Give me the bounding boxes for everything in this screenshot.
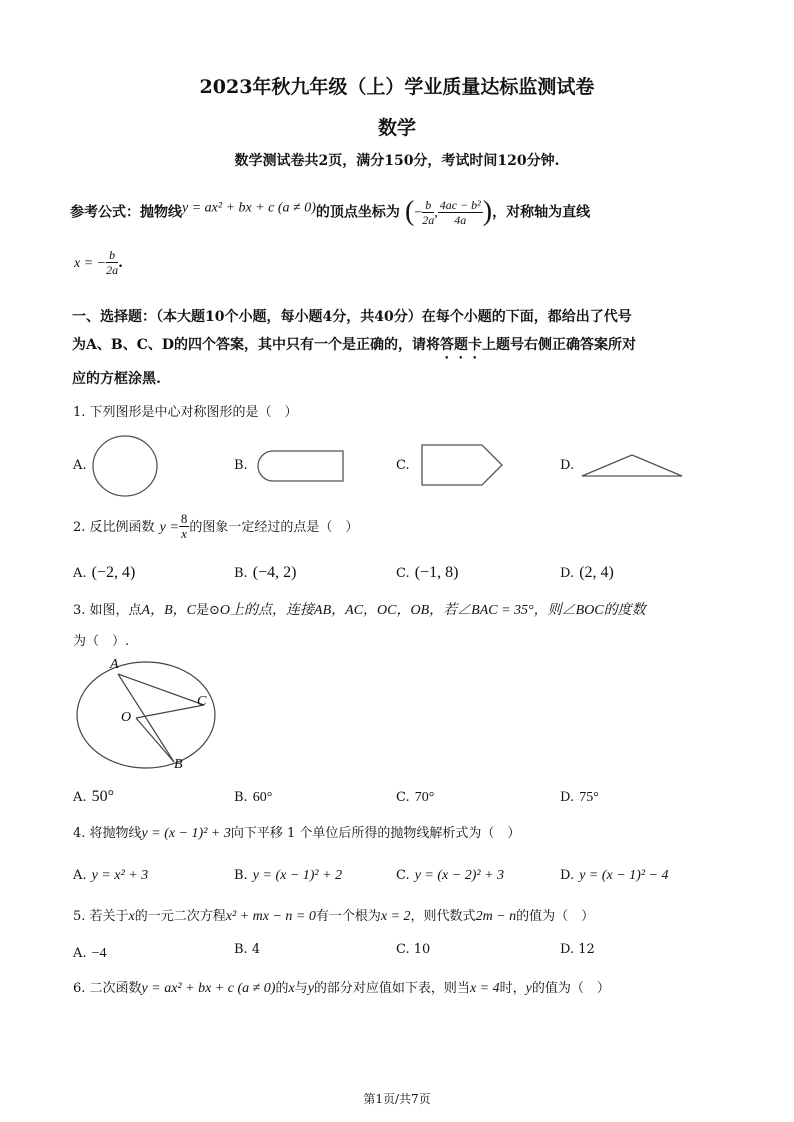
- q3-a-value: 50°: [91, 788, 115, 805]
- q5-a-label: A.: [73, 946, 87, 961]
- q5-e: 的值为（ ）: [516, 909, 595, 924]
- section1-line2: [72, 334, 636, 362]
- q2-frac: [179, 512, 190, 541]
- q4-d-label: D.: [560, 868, 575, 883]
- q5-x: x: [128, 909, 135, 924]
- q2-option-a: [73, 562, 135, 582]
- vertex-x-num: b: [422, 198, 434, 213]
- q5-c: 有一个根为: [315, 909, 381, 924]
- q5-b: 的一元二次方程: [134, 909, 226, 924]
- q2-eq: y =: [159, 520, 179, 535]
- q4-num: 4. 将抛物线: [73, 826, 142, 841]
- q1-rounded-rect-figure: [255, 448, 347, 484]
- q5-option-b: B. 4: [234, 942, 261, 957]
- formula-axis-label: ，对称轴为直线: [492, 204, 591, 221]
- q3-option-c: [396, 786, 434, 806]
- circle-symbol-icon: ⊙: [209, 603, 220, 618]
- q1-option-b-label: B.: [234, 458, 248, 473]
- q6-stem: [73, 977, 610, 997]
- q3-d: ，若∠BAC = 35°，则∠BOC的度数: [429, 603, 646, 618]
- formula-parabola: y = ax² + bx + c (a ≠ 0): [182, 200, 316, 216]
- q3-stem-line2: 为（ ）.: [73, 634, 130, 649]
- axis-num: b: [106, 248, 118, 263]
- q4-option-c: [396, 864, 504, 884]
- q2-option-c: [396, 562, 458, 582]
- q2-b-label: B.: [234, 566, 248, 581]
- comma: ,: [434, 205, 438, 221]
- formula-lead: 参考公式：抛物线: [70, 204, 182, 221]
- q5-option-a: [73, 942, 107, 962]
- s1-l2-b: 上题号右侧正确答案所对: [481, 337, 636, 353]
- q6-f: 的值为（ ）: [531, 981, 610, 996]
- q3-points: A，B，C: [141, 603, 196, 618]
- q5-option-c: C. 10: [396, 942, 431, 957]
- q1-triangle-figure: [580, 452, 686, 480]
- q4-option-b: [234, 864, 342, 884]
- q4-b-value: y = (x − 1)² + 2: [252, 868, 343, 883]
- q2-d-value: (2, 4): [579, 564, 614, 581]
- q3-d-label: D.: [560, 790, 575, 805]
- vertex-x-den: 2a: [422, 212, 435, 227]
- page-footer: 第1页/共7页: [363, 1092, 431, 1106]
- q4-d-value: y = (x − 1)² − 4: [579, 868, 669, 883]
- q5-root: x = 2: [380, 909, 411, 924]
- vertex-x-frac: [422, 198, 434, 227]
- section1-line1: 一、选择题：（本大题10个小题，每小题4分，共40分）在每个小题的下面，都给出了代号: [72, 309, 632, 325]
- q4-tail: 向下平移 1 个单位后所得的抛物线解析式为（ ）: [230, 826, 521, 841]
- axis-end: .: [118, 255, 123, 271]
- q1-pentagon-figure: [420, 443, 504, 488]
- q3-segments: AB，AC，OC，OB: [314, 603, 430, 618]
- q2-num: 2. 反比例函数: [73, 520, 155, 535]
- q6-a: 6. 二次函数: [73, 981, 142, 996]
- q3-option-d: [560, 786, 599, 806]
- q6-eq: y = ax² + bx + c (a ≠ 0): [141, 981, 276, 996]
- q3-c: O上的点，连接: [219, 603, 315, 618]
- formula-vertex-label: 的顶点坐标为: [315, 204, 400, 221]
- q4-a-label: A.: [73, 868, 87, 883]
- q6-y: y: [307, 981, 314, 996]
- s1-l2-a: 为A、B、C、D的四个答案，其中只有一个是正确的，请将: [72, 337, 440, 353]
- minus-sign: −: [414, 205, 423, 221]
- q1-option-d-label: D.: [560, 458, 575, 473]
- q3-d-value: 75°: [579, 790, 599, 805]
- q2-a-value: (−2, 4): [91, 564, 136, 581]
- q6-c: 与: [294, 981, 308, 996]
- q4-option-a: [73, 864, 148, 884]
- q2-c-value: (−1, 8): [414, 564, 459, 581]
- q4-c-value: y = (x − 2)² + 3: [414, 868, 505, 883]
- q4-a-value: y = x² + 3: [91, 868, 149, 883]
- vertex-y-num: 4ac − b²: [439, 197, 481, 212]
- axis-lhs: x = −: [74, 256, 107, 271]
- q5-a: 5. 若关于: [73, 909, 129, 924]
- q5-option-d: D. 12: [560, 942, 595, 957]
- paren-open: (: [405, 196, 415, 227]
- q3-b: 是: [196, 603, 210, 618]
- q3-a-label: A.: [73, 790, 87, 805]
- q2-tail: 的图象一定经过的点是（ ）: [189, 520, 359, 535]
- q1-option-c-label: C.: [396, 458, 410, 473]
- q3-circle-diagram: [70, 660, 230, 775]
- q4-eq: y = (x − 1)² + 3: [141, 826, 231, 841]
- q2-a-label: A.: [73, 566, 87, 581]
- q3-option-a: [73, 786, 114, 806]
- q5-eq: x² + mx − n = 0: [225, 909, 316, 924]
- formula-line: [70, 196, 590, 228]
- q2-b-value: (−4, 2): [252, 564, 297, 581]
- q5-expr: 2m − n: [475, 909, 517, 924]
- vertex-y-den: 4a: [454, 212, 467, 227]
- q5-d: ，则代数式: [410, 909, 476, 924]
- q4-option-d: [560, 864, 668, 884]
- axis-formula: [74, 248, 123, 277]
- subject-title: 数学: [377, 117, 416, 139]
- q2-d-label: D.: [560, 566, 575, 581]
- q6-y2: y: [525, 981, 532, 996]
- q4-stem: [73, 822, 520, 842]
- paren-close: ): [482, 196, 493, 227]
- section1-line3: 应的方框涂黑.: [72, 371, 161, 387]
- axis-frac: [106, 248, 118, 277]
- q3-c-value: 70°: [414, 790, 435, 805]
- q6-cond: x = 4: [469, 981, 500, 996]
- axis-den: 2a: [106, 263, 119, 277]
- q6-e: 时，: [499, 981, 526, 996]
- q2-c-label: C.: [396, 566, 410, 581]
- q3-c-label: C.: [396, 790, 410, 805]
- q6-d: 的部分对应值如下表，则当: [313, 981, 470, 996]
- diagram-label-b: B: [174, 757, 183, 772]
- diagram-label-a: A: [110, 657, 119, 672]
- q3-b-value: 60°: [252, 790, 273, 805]
- exam-note: 数学测试卷共2页，满分150分，考试时间120分钟.: [234, 153, 560, 169]
- q2-stem: [73, 512, 358, 541]
- q4-c-label: C.: [396, 868, 410, 883]
- q4-b-label: B.: [234, 868, 248, 883]
- vertex-y-frac: [438, 198, 483, 227]
- diagram-label-c: C: [197, 694, 207, 709]
- q6-b: 的: [275, 981, 289, 996]
- q2-option-b: [234, 562, 296, 582]
- q5-stem: [73, 905, 594, 925]
- q3-option-b: [234, 786, 272, 806]
- q2-option-d: [560, 562, 614, 582]
- q3-stem-line1: [73, 599, 646, 619]
- q1-circle-figure: [90, 434, 160, 499]
- q6-x: x: [288, 981, 295, 996]
- diagram-label-o: O: [121, 710, 132, 725]
- q5-a-value: −4: [91, 946, 107, 961]
- q3-b-label: B.: [234, 790, 248, 805]
- q1-stem: 1. 下列图形是中心对称图形的是（ ）: [73, 405, 298, 420]
- q3-a: 3. 如图，点: [73, 603, 142, 618]
- q2-frac-den: x: [181, 526, 187, 541]
- s1-l2-emph: 答题卡: [439, 337, 482, 353]
- q1-option-a-label: A.: [73, 458, 87, 473]
- q2-frac-num: 8: [180, 511, 188, 526]
- exam-title: 2023年秋九年级（上）学业质量达标监测试卷: [199, 76, 595, 98]
